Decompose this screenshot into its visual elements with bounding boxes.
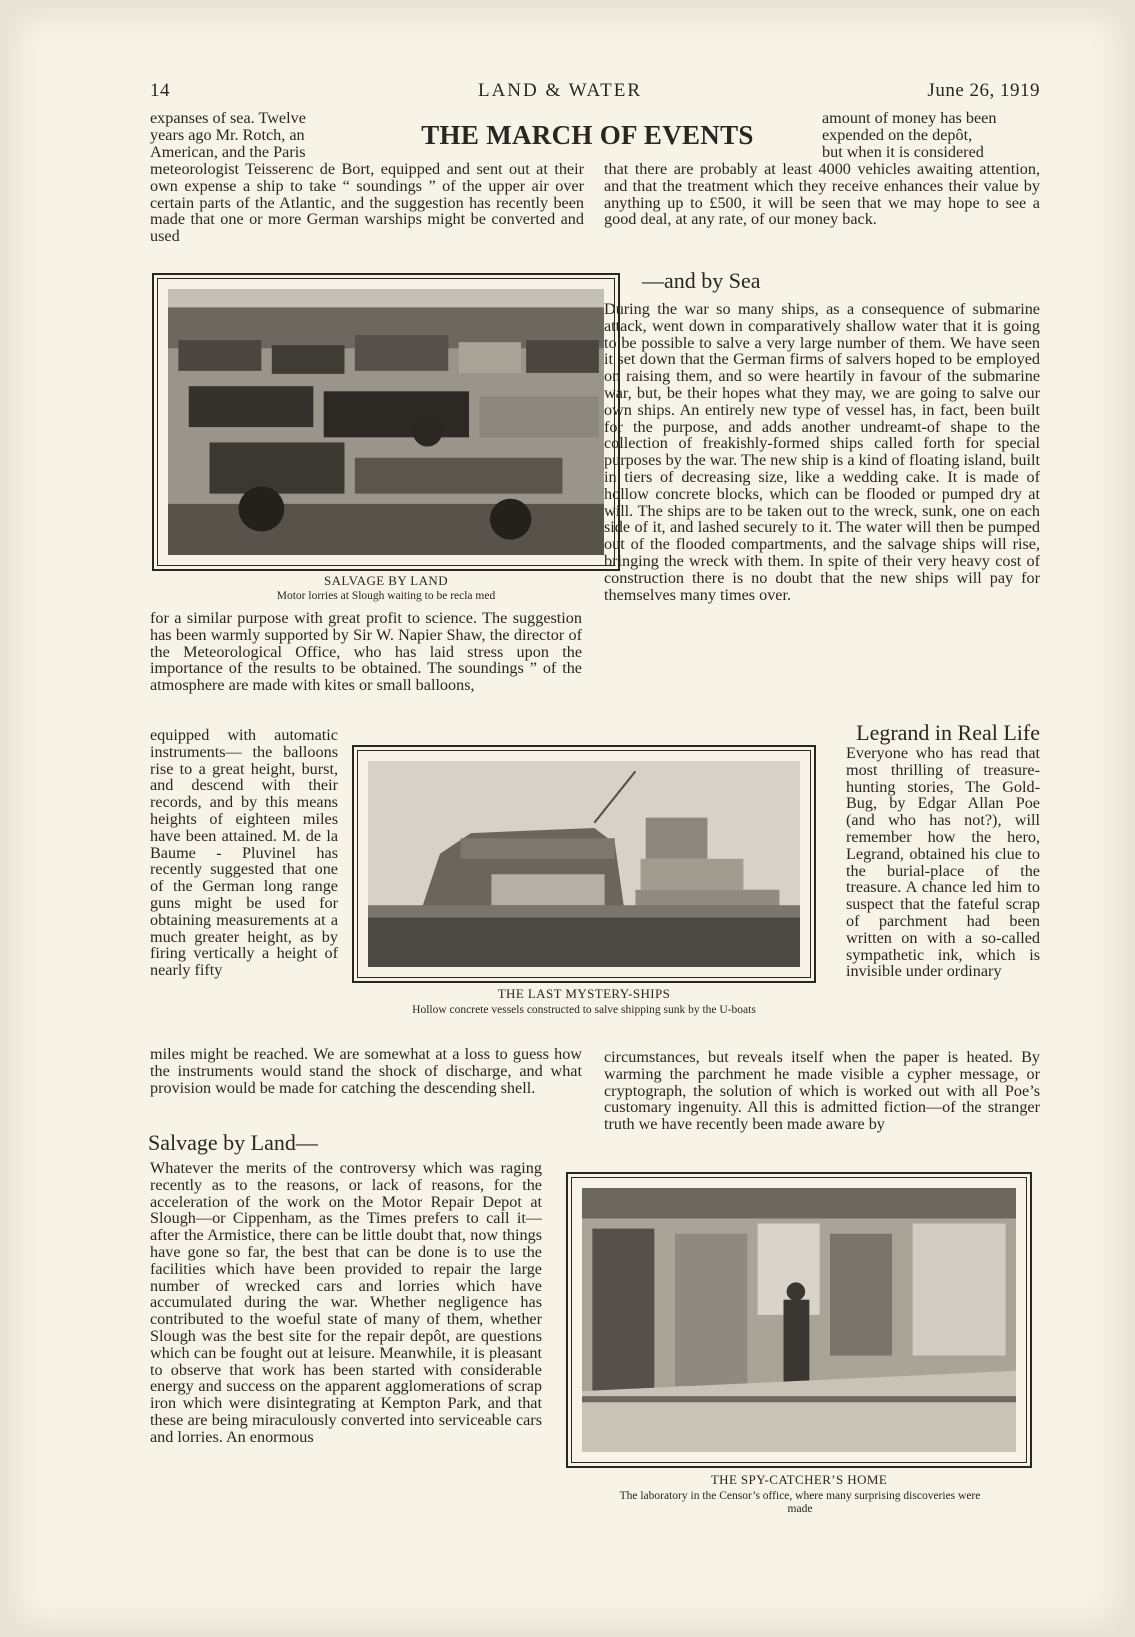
figure3-caption: The laboratory in the Censor’s office, where many surprising discoveries were made xyxy=(619,1490,981,1515)
figure-mystery-ships xyxy=(352,745,816,983)
section-heading-salvage-by-land: Salvage by Land— xyxy=(148,1130,318,1155)
text-line: amount of money has been xyxy=(822,109,997,127)
intro-left-paragraph: meteorologist Teisserenc de Bort, equipped and sent out at their own expense a ship to take “ soundings ” of the upper air over certain parts of the Atlantic, and the suggestion has recently been made that one or more German warships might be converted and used xyxy=(150,160,584,246)
laboratory-photo xyxy=(582,1188,1016,1452)
concrete-vessels-photo xyxy=(368,761,800,967)
issue-date: June 26, 1919 xyxy=(927,80,1040,101)
by-sea-paragraph: During the war so many ships, as a consequence of submarine attack, went down in comparatively shallow water that it is going to be possible to salve a very large number of them. We have seen it set down that the German firms of salvers hoped to be employed on raising them, and so were heartily in favour of the submarine war, but, be their hopes what they may, we are going to salve our own ships. An entirely new type of vessel has, in fact, been built for the purpose, and adds another undreamt-of shape to the collection of freakishly-formed ships called forth for special purposes by the war. The new ship is a kind of floating island, built in tiers of decreasing size, like a wedding cake. It is made of hollow concrete blocks, which can be flooded or pumped dry at will. The ships are to be taken out to the wreck, sunk, one on each side of it, and lashed securely to it. The water will then be pumped out of the flooded compartments, and the salvage ships will rise, bringing the wreck with them. In spite of their very heavy cost of construction there is no doubt that the new ships will pay for themselves many times over. xyxy=(604,300,1040,604)
text-line: years ago Mr. Rotch, an xyxy=(150,125,305,144)
text-line: American, and the Paris xyxy=(150,142,306,161)
publication-name: LAND & WATER xyxy=(477,80,643,101)
left-paragraph-3: miles might be reached. We are somewhat at a loss to guess how the instruments would stand the shock of discharge, and what provision would be made for catching the descending shell. xyxy=(150,1045,582,1097)
intro-right-lines xyxy=(822,110,1040,160)
intro-right-paragraph: that there are probably at least 4000 vehicles awaiting attention, and that the treatment which they receive enhances their value by anything up to £500, it will be seen that we may hope to see a good deal, at any rate, of our money back. xyxy=(604,160,1040,229)
lorries-photo xyxy=(168,289,604,555)
text-line: expanses of sea. Twelve xyxy=(150,109,306,127)
legrand-paragraph-cont: circumstances, but reveals itself when the paper is heated. By warming the parchment he made visible a cypher message, or cryptograph, the solution of which is worked out with all Poe’s customary ingenuity. All this is admitted fiction—of the stranger truth we have recently been made aware by xyxy=(604,1048,1040,1134)
figure1-caption: Motor lorries at Slough waiting to be recla med xyxy=(276,590,496,602)
page-number: 14 xyxy=(150,80,170,101)
article-title: THE MARCH OF EVENTS xyxy=(421,120,754,150)
figure2-caption: Hollow concrete vessels constructed to salve shipping sunk by the U-boats xyxy=(412,1004,756,1016)
figure3-title: THE SPY-CATCHER’S HOME xyxy=(710,1472,888,1487)
left-paragraph-2: for a similar purpose with great profit to science. The suggestion has been warmly supported by Sir W. Napier Shaw, the director of the Meteorological Office, who has laid stress upon the importance of the results to be obtained. The soundings ” of the atmosphere are made with kites or small balloons, xyxy=(150,609,582,695)
text-line: but when it is considered xyxy=(822,142,984,161)
section-heading-legrand: Legrand in Real Life xyxy=(856,720,1040,745)
figure2-title: THE LAST MYSTERY-SHIPS xyxy=(497,986,671,1001)
legrand-narrow-paragraph: Everyone who has read that most thrilling of treasure-hunting stories, The Gold-Bug, by Edgar Allan Poe (and who has not?), will remember how the hero, Legrand, obtained his clue to the burial-place of the treasure. A chance led him to suspect that the fateful scrap of parchment had been written on with a so-called sympathetic ink, which is invisible under ordinary xyxy=(846,744,1040,981)
figure-spy-catchers-home xyxy=(566,1172,1032,1468)
salvage-land-paragraph: Whatever the merits of the controversy which was raging recently as to the reasons, or lack of reasons, for the acceleration of the work on the Motor Repair Depot at Slough—or Cippenham, as the Times prefers to call it—after the Armistice, there can be little doubt that, now things have gone so far, the best that can be done is to use the facilities which have been provided to repair the large number of wrecked cars and lorries which have accumulated during the war. Whether negligence has contributed to the woeful state of many of them, whether Slough was the best site for the repair depôt, are questions which can be fought out at leisure. Meanwhile, it is pleasant to observe that work has been started with considerable energy and success on the apparent agglomerations of scrap iron which were disintegrating at Kempton Park, and that these are being miraculously converted into serviceable cars and lorries. An enormous xyxy=(150,1159,542,1446)
section-heading-by-sea: —and by Sea xyxy=(642,268,761,293)
figure-salvage-by-land xyxy=(152,273,620,571)
left-narrow-paragraph: equipped with automatic instruments— the balloons rise to a great height, burst, and descend with their records, and by this means heights of eighteen miles have been attained. M. de la Baume - Pluvinel has recently suggested that one of the German long range guns might be used for obtaining measurements at a much greater height, as by firing vertically a height of nearly fifty xyxy=(150,726,338,980)
intro-left-lines xyxy=(150,110,380,160)
figure1-title: SALVAGE BY LAND xyxy=(324,573,448,588)
text-line: expended on the depôt, xyxy=(822,125,973,144)
